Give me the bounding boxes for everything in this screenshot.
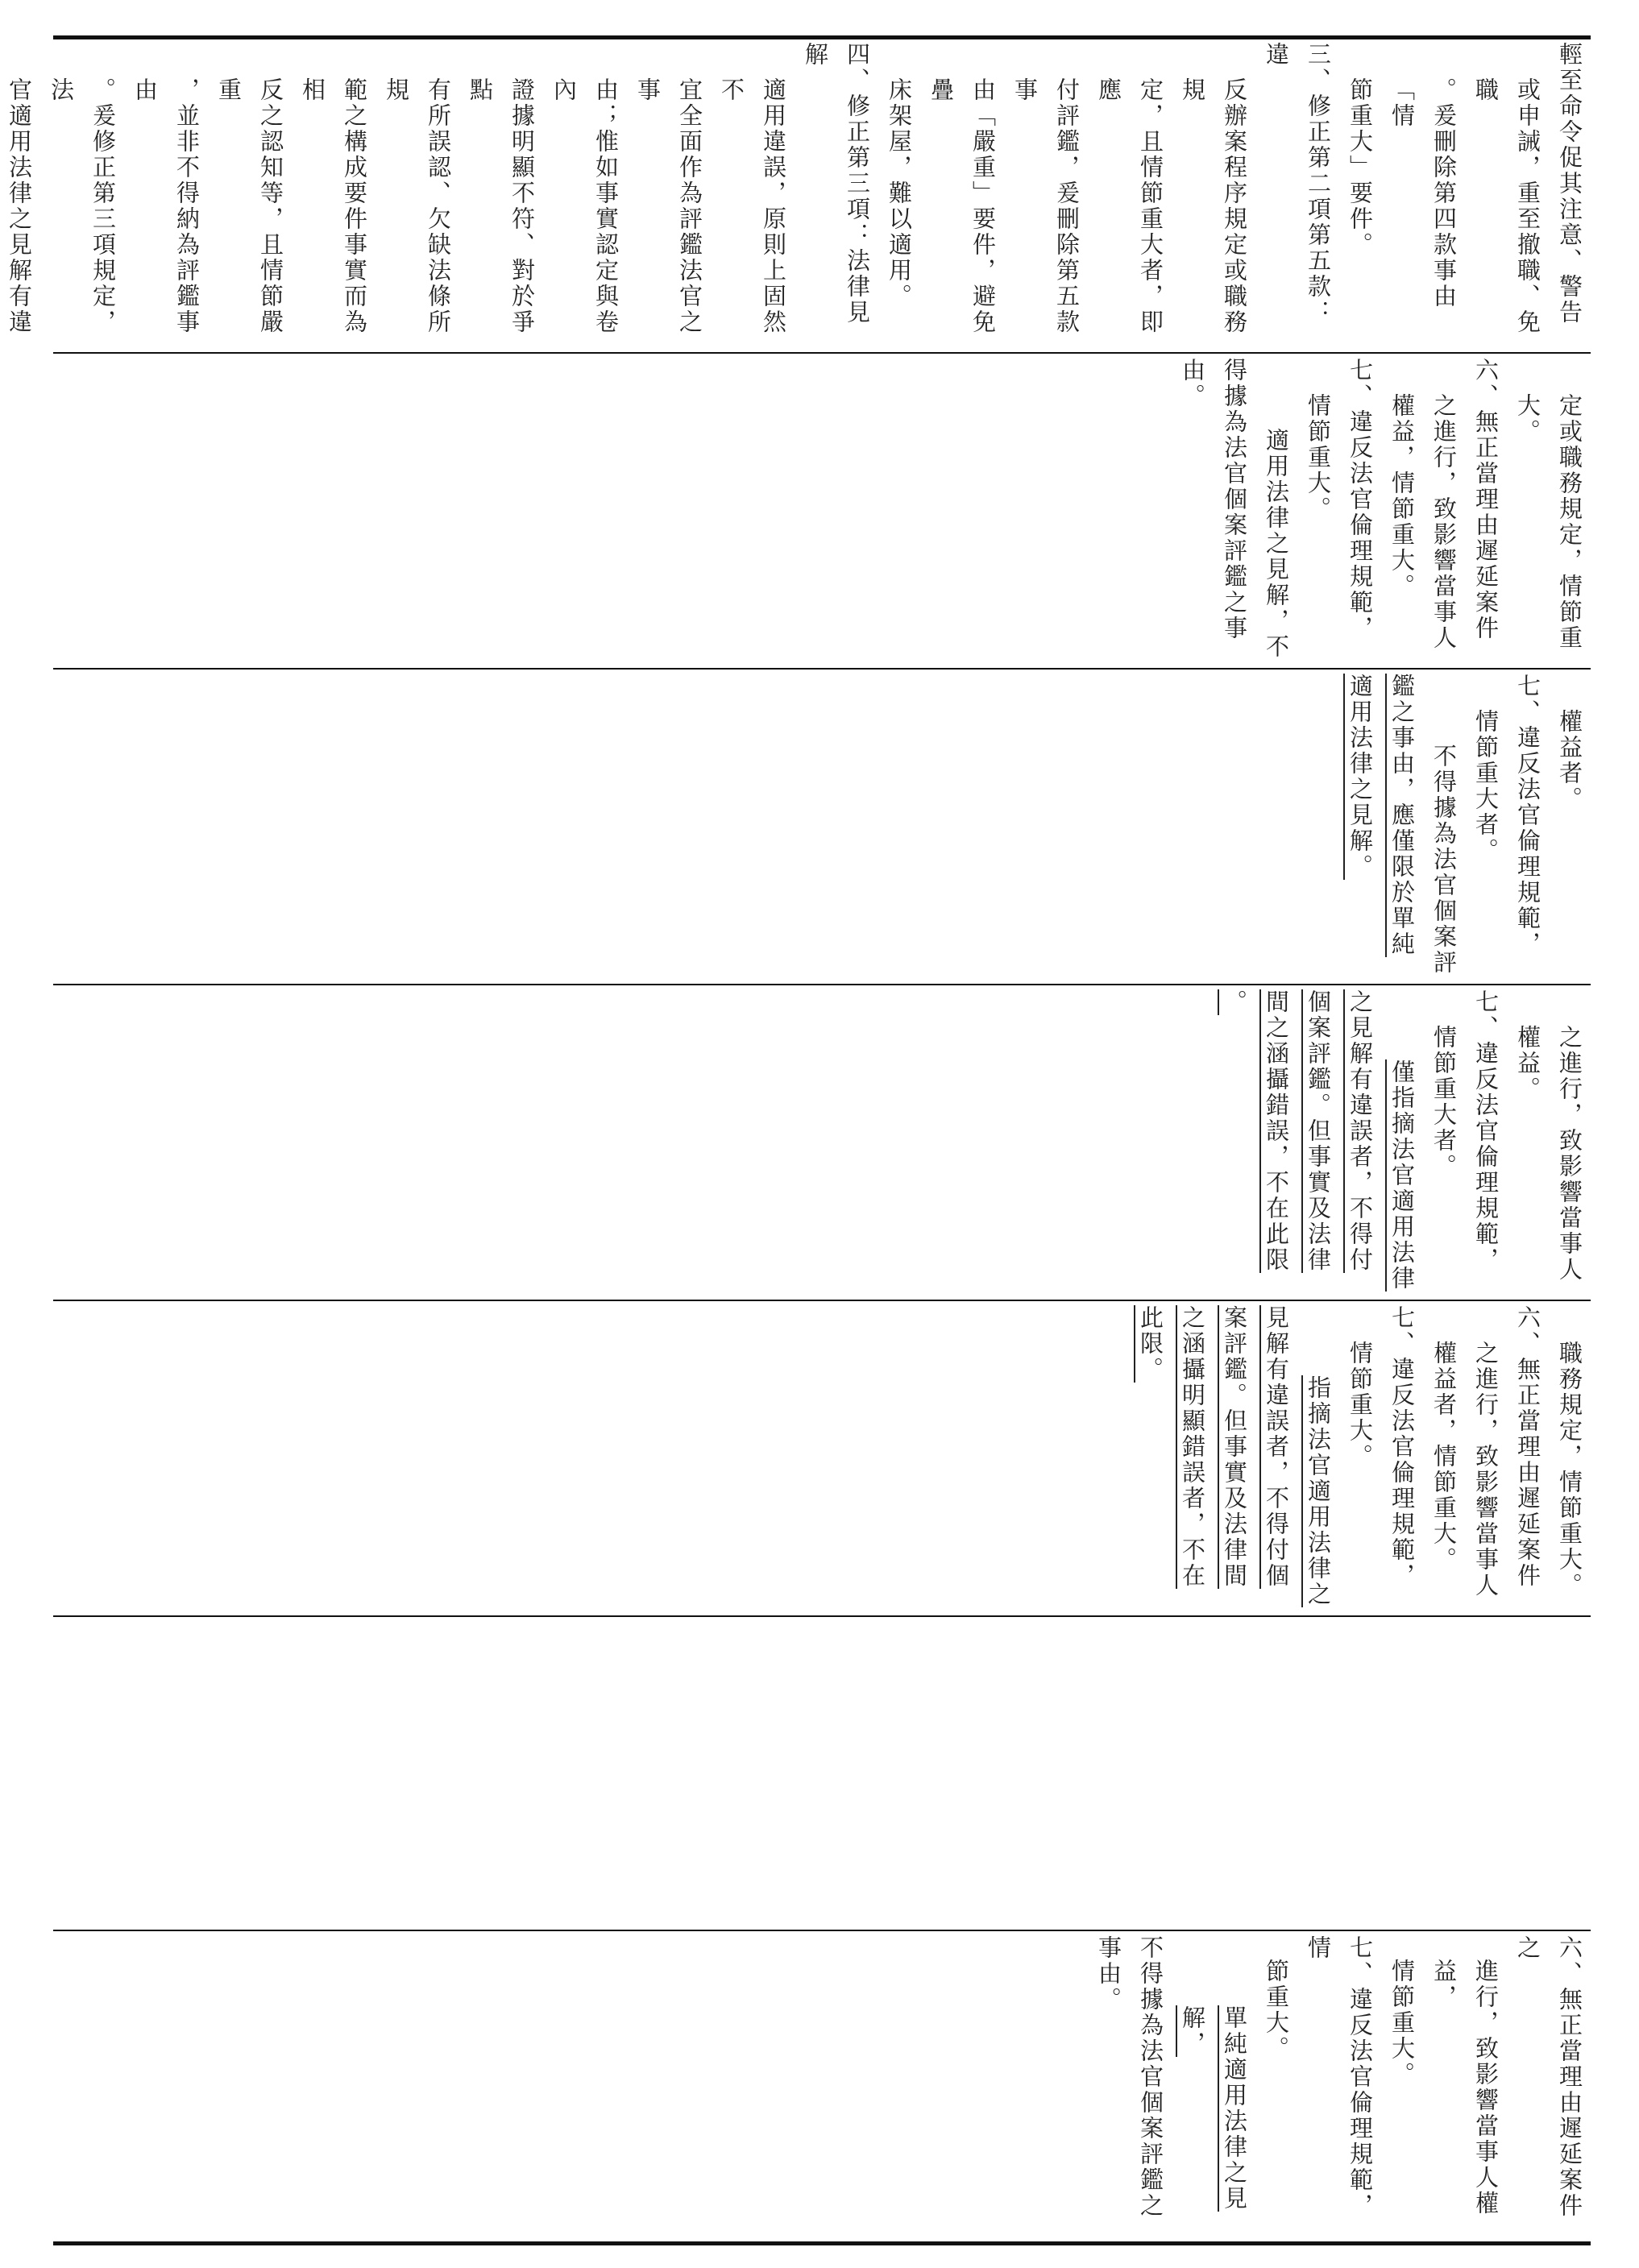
text-line: 職務規定，情節重大。	[1556, 1340, 1583, 1598]
table-row	[6, 42, 1591, 348]
text-line: 適用法律之見解。	[1346, 674, 1374, 880]
text-line: 反辦案程序規定或職務規	[1179, 77, 1248, 335]
text-line: 此限。	[1137, 1305, 1164, 1383]
text-line: 六、無正當理由遲延案件	[1472, 358, 1500, 641]
text-line: 情節重大。	[1305, 392, 1332, 522]
article-text	[1172, 358, 1591, 664]
row-divider	[53, 1930, 1591, 1931]
table-top-border	[53, 35, 1591, 39]
text-line: 七、違反法官倫理規範，	[1472, 989, 1500, 1273]
text-line: 床架屋，難以適用。	[886, 77, 913, 309]
text-line: 權益。	[1514, 1024, 1541, 1102]
table-row-empty	[53, 1621, 1591, 1926]
text-line: 宜全面作為評鑑法官之事	[634, 77, 703, 335]
table-row	[53, 674, 1591, 980]
text-line: 或申誡，重至撤職、免職	[1472, 77, 1541, 335]
row-divider	[53, 984, 1591, 985]
row-divider	[53, 1300, 1591, 1301]
text-line: 適用違誤，原則上固然不	[718, 77, 787, 335]
text-line: 之進行，致影響當事人	[1556, 1024, 1583, 1283]
text-line: 反之認知等，且情節嚴重	[215, 77, 284, 335]
text-line: 情節重大。	[1346, 1340, 1374, 1470]
text-line: 節重大」要件。	[1346, 77, 1374, 258]
text-line: 指摘法官適用法律之	[1305, 1375, 1332, 1607]
explanation-text	[0, 42, 1591, 348]
text-line: 節重大。	[1263, 1959, 1290, 2062]
text-line: 由；惟如事實認定與卷內	[550, 77, 620, 335]
text-line: 。	[1221, 989, 1248, 1015]
text-line: 四、修正第三項：法律見解	[802, 42, 871, 325]
text-line: 進行，致影響當事人權益，	[1430, 1959, 1500, 2216]
text-line: 六、無正當理由遲延案件之	[1514, 1935, 1583, 2219]
text-line: ，並非不得納為評鑑事由	[131, 77, 201, 335]
text-line: 七、違反法官倫理規範，	[1346, 358, 1374, 641]
text-line: 得據為法官個案評鑑之事	[1221, 358, 1248, 641]
table-row	[53, 1305, 1591, 1611]
text-line: 定，且情節重大者，即應	[1095, 77, 1164, 335]
row-divider	[53, 352, 1591, 354]
article-text	[1214, 989, 1591, 1296]
text-line: 不得據為法官個案評鑑之	[1137, 1935, 1164, 2219]
text-line: 之進行，致影響當事人	[1430, 392, 1458, 651]
article-text	[1339, 674, 1591, 980]
text-line: 案評鑑。但事實及法律間	[1221, 1305, 1248, 1589]
text-line: 由「嚴重」要件，避免疊	[927, 77, 997, 335]
row-divider	[53, 668, 1591, 670]
text-line: 之涵攝明顯錯誤者，不在	[1179, 1305, 1206, 1589]
text-line: 官適用法律之見解有違	[6, 77, 33, 335]
text-line: 由。	[1179, 358, 1206, 409]
text-line: 權益，情節重大。	[1388, 392, 1416, 599]
text-line: 輕至命令促其注意、警告	[1556, 42, 1583, 325]
text-line: 不得據為法官個案評	[1430, 744, 1458, 976]
text-line: 三、修正第二項第五款：違	[1263, 42, 1332, 325]
text-line: 大。	[1514, 392, 1541, 445]
text-line: 鑑之事由，應僅限於單純	[1388, 674, 1416, 957]
row-divider	[53, 1615, 1591, 1617]
text-line: 之見解有違誤者，不得付	[1346, 989, 1374, 1273]
text-line: 七、違反法官倫理規範，	[1514, 674, 1541, 957]
text-line: 情節重大者。	[1430, 1024, 1458, 1180]
text-line: 情節重大者。	[1472, 708, 1500, 864]
text-line: 間之涵攝錯誤，不在此限	[1263, 989, 1290, 1273]
text-line: 僅指摘法官適用法律	[1388, 1059, 1416, 1292]
text-line: 有所誤認、欠缺法條所規	[383, 77, 452, 335]
text-line: 。爰修正第三項規定，法	[48, 77, 117, 335]
text-line: 單純適用法律之見解，	[1179, 2005, 1248, 2212]
text-line: 七、違反法官倫理規範，情	[1305, 1935, 1374, 2219]
text-line: 範之構成要件事實而為相	[299, 77, 368, 335]
table-bottom-border	[53, 2241, 1591, 2245]
text-line: 個案評鑑。但事實及法律	[1305, 989, 1332, 1273]
text-line: 情節重大。	[1388, 1959, 1416, 2088]
text-line: 適用法律之見解，不	[1263, 428, 1290, 660]
table-row	[53, 989, 1591, 1296]
table-row	[53, 358, 1591, 664]
text-line: 權益者，情節重大。	[1430, 1340, 1458, 1573]
text-line: 六、無正當理由遲延案件	[1514, 1305, 1541, 1589]
current-article-text	[1088, 1935, 1591, 2237]
text-line: 七、違反法官倫理規範，	[1388, 1305, 1416, 1589]
text-line: 定或職務規定，情節重	[1556, 392, 1583, 651]
text-line: 。爰刪除第四款事由「情	[1388, 77, 1458, 309]
text-line: 見解有違誤者，不得付個	[1263, 1305, 1290, 1589]
text-line: 之進行，致影響當事人	[1472, 1340, 1500, 1598]
table-row	[53, 1935, 1591, 2237]
text-line: 證據明顯不符、對於爭點	[467, 77, 536, 335]
text-line: 事由。	[1095, 1935, 1122, 2013]
article-text	[1130, 1305, 1591, 1611]
text-line: 權益者。	[1556, 708, 1583, 812]
text-line: 付評鑑，爰刪除第五款事	[1011, 77, 1081, 335]
